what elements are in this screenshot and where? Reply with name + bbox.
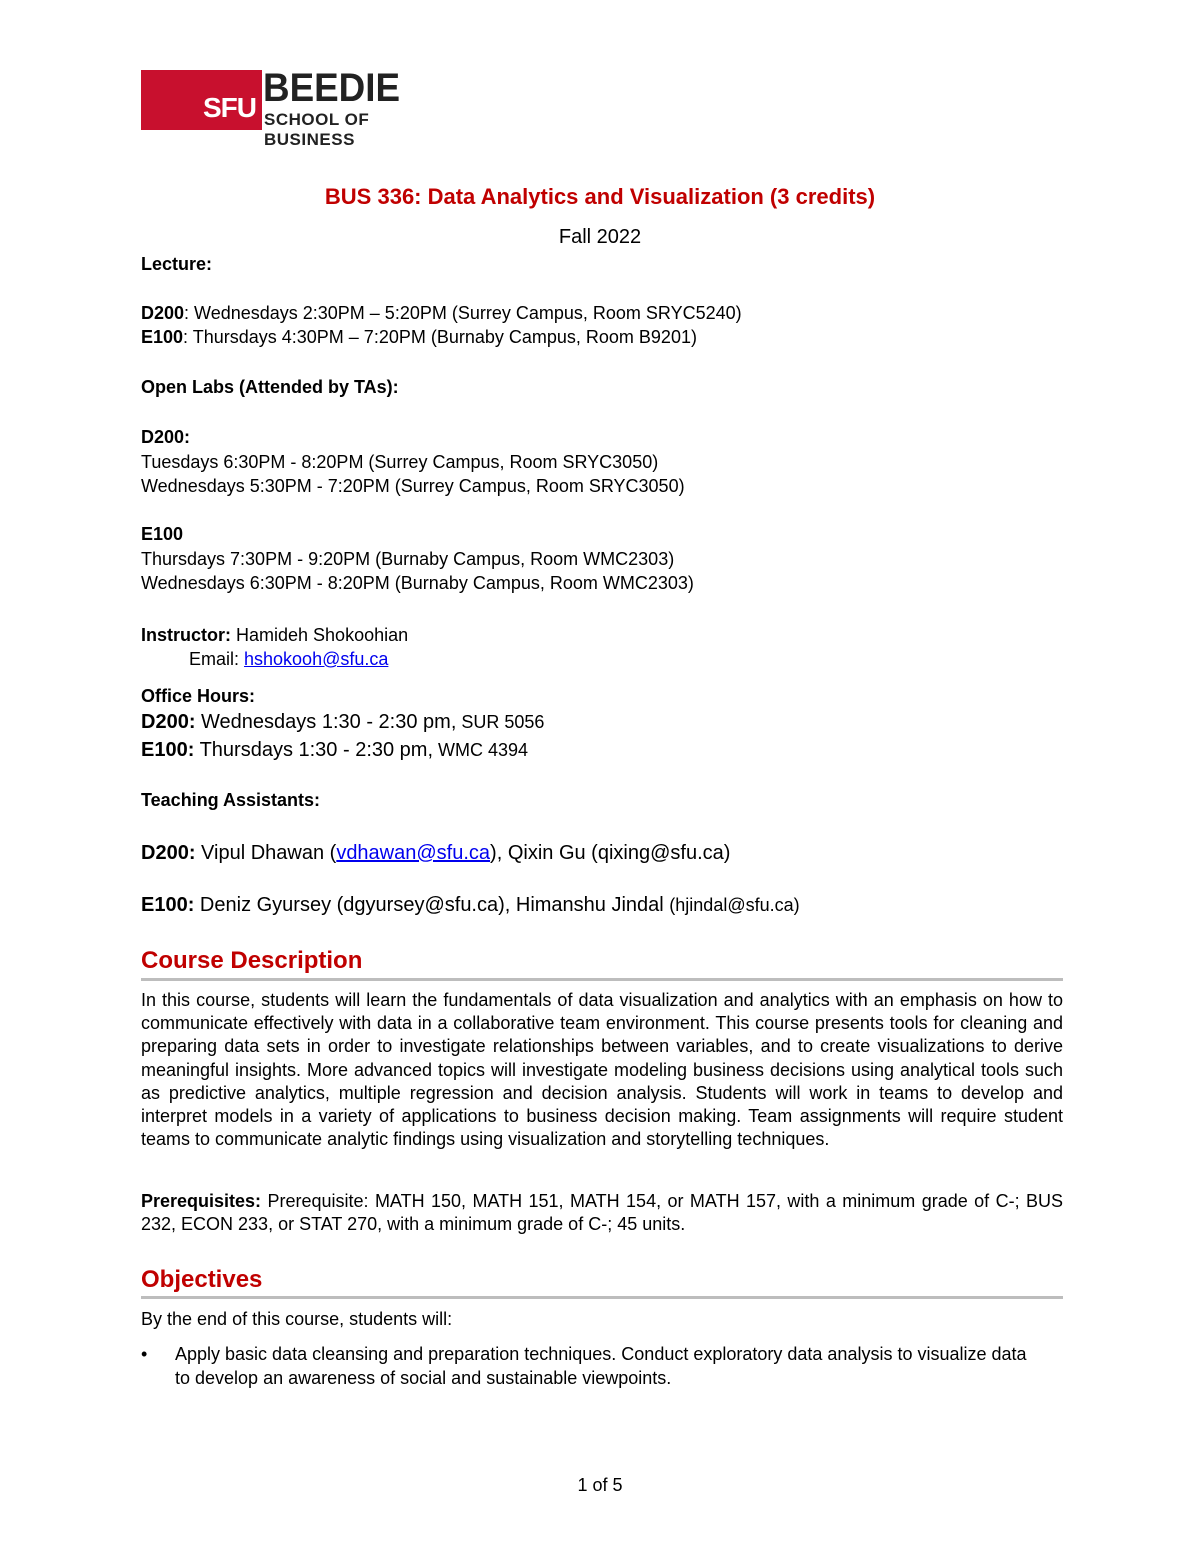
course-term: Fall 2022 [558,226,642,248]
labs-e100-heading: E100 [141,524,184,544]
objectives-heading: Objectives [141,1266,263,1293]
page-number: 1 of 5 [577,1475,623,1495]
labs-d200-row: Wednesdays 5:30PM - 7:20PM (Surrey Campus, Room SRYC3050) [141,476,685,496]
labs-e100-row: Thursdays 7:30PM - 9:20PM (Burnaby Campus, Room WMC2303) [141,549,675,569]
labs-d200-heading: D200: [141,427,191,447]
labs-d200-row: Tuesdays 6:30PM - 8:20PM (Surrey Campus, Room SRYC3050) [141,452,659,472]
instructor-email-line: Email: hshokooh@sfu.ca [189,649,389,669]
logo-school-text: SCHOOL OF BUSINESS [264,110,370,149]
section-divider [141,1296,1063,1299]
course-description-body: In this course, students will learn the fundamentals of data visualization and analytics with an emphasis on how to communicate effectively with data in a collaborative team environment. This course presents tools for cleaning and preparing data sets in order to investigate relationships between variables, and to create visualizations to derive meaningful insights. More advanced topics will investigate modeling business decisions using analytical tools such as predictive analytics, multiple regression and decision analysis. Students will work in teams to develop and interpret models in a variety of applications to business decision making. Team assignments will require student teams to communicate analytic findings using visualization and storytelling techniques. [141,990,1063,1150]
instructor-line: Instructor: Hamideh Shokoohian [141,625,409,645]
lecture-row-e100: E100: Thursdays 4:30PM – 7:20PM (Burnaby Campus, Room B9201) [141,327,697,347]
course-description-heading: Course Description [141,947,363,974]
office-hours-heading: Office Hours: [141,686,256,706]
objectives-intro: By the end of this course, students will: [141,1309,453,1329]
prerequisites: Prerequisites: Prerequisite: MATH 150, MATH 151, MATH 154, or MATH 157, with a minimum grade of C-; BUS 232, ECON 233, or STAT 270, with a minimum grade of C-; 45 units. [141,1191,1063,1235]
tas-d200: D200: Vipul Dhawan (vdhawan@sfu.ca), Qixin Gu (qixing@sfu.ca) [141,842,731,864]
lecture-heading: Lecture: [141,254,213,274]
ta-email-link[interactable]: vdhawan@sfu.ca [336,842,491,864]
tas-heading: Teaching Assistants: [141,790,321,810]
logo-beedie-text: BEEDIE [263,66,401,110]
bullet-icon: • [141,1344,148,1364]
office-hours-d200: D200: Wednesdays 1:30 - 2:30 pm, SUR 5056 [141,711,545,733]
course-title: BUS 336: Data Analytics and Visualization (3 credits) [324,184,876,209]
beedie-logo [141,66,446,149]
labs-heading: Open Labs (Attended by TAs): [141,377,399,397]
labs-e100-row: Wednesdays 6:30PM - 8:20PM (Burnaby Campus, Room WMC2303) [141,573,694,593]
logo-sfu-text: SFU [203,92,256,123]
objective-text: Apply basic data cleansing and preparation techniques. Conduct exploratory data analysis to visualize data to develop an awareness of social and sustainable viewpoints. [175,1344,1027,1388]
lecture-row-d200: D200: Wednesdays 2:30PM – 5:20PM (Surrey Campus, Room SRYC5240) [141,303,742,323]
office-hours-e100: E100: Thursdays 1:30 - 2:30 pm, WMC 4394 [141,739,529,761]
section-divider [141,978,1063,981]
instructor-email-link[interactable]: hshokooh@sfu.ca [244,649,389,669]
tas-e100: E100: Deniz Gyursey (dgyursey@sfu.ca), Himanshu Jindal (hjindal@sfu.ca) [141,894,800,916]
